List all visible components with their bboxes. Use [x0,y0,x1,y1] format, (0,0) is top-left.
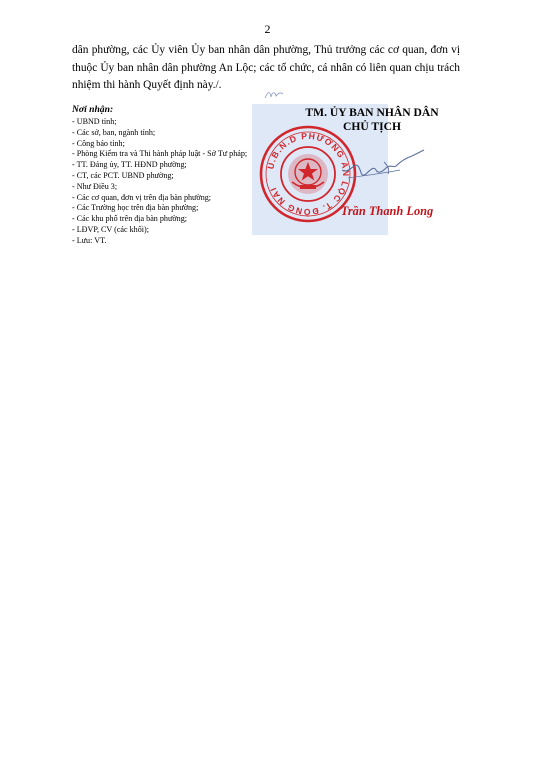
recipient-item: - Các Trường học trên địa bàn phường; [72,203,282,214]
signer-name: Trần Thanh Long [340,204,434,218]
page-number: 2 [264,22,271,36]
recipient-item: - Các sở, ban, ngành tỉnh; [72,128,282,139]
signer-on-behalf: TM. ỦY BAN NHÂN DÂN [305,106,439,119]
signature-block [252,104,464,235]
recipient-item: - UBND tỉnh; [72,117,282,128]
recipient-item: - Các cơ quan, đơn vị trên địa bàn phường; [72,193,282,204]
recipient-item: - LĐVP, CV (các khối); [72,225,282,236]
recipient-item: - TT. Đảng ủy, TT. HĐND phường; [72,160,282,171]
stamp-text: U.B.N.D PHƯỜNG AN LỘC T. ĐỒNG NAI [265,130,352,218]
recipient-item: - Công báo tỉnh; [72,139,282,150]
recipient-item: - Phòng Kiểm tra và Thi hành pháp luật - Sở Tư pháp; [72,149,282,160]
recipients-block [72,104,282,247]
recipient-item: - Các khu phố trên địa bàn phường; [72,214,282,225]
recipient-item: - Lưu: VT. [72,236,282,247]
signer-title [282,106,462,134]
handwritten-signature [340,144,426,188]
national-emblem-icon [288,154,328,194]
recipients-list [72,117,282,247]
recipient-item: - CT, các PCT. UBND phường; [72,171,282,182]
recipients-title: Nơi nhận: [72,104,114,115]
initials-mark [264,88,284,102]
signer-position: CHỦ TỊCH [342,120,402,133]
body-paragraph: dân phường, các Ủy viên Ủy ban nhân dân phường, Thủ trưởng các cơ quan, đơn vị thuộc Ủy ban nhân dân phường An Lộc; các tổ chức, cá nhân có liên quan chịu trách nhiệm thi hành Quyết định này./. [72,44,460,91]
recipient-item: - Như Điều 3; [72,182,282,193]
